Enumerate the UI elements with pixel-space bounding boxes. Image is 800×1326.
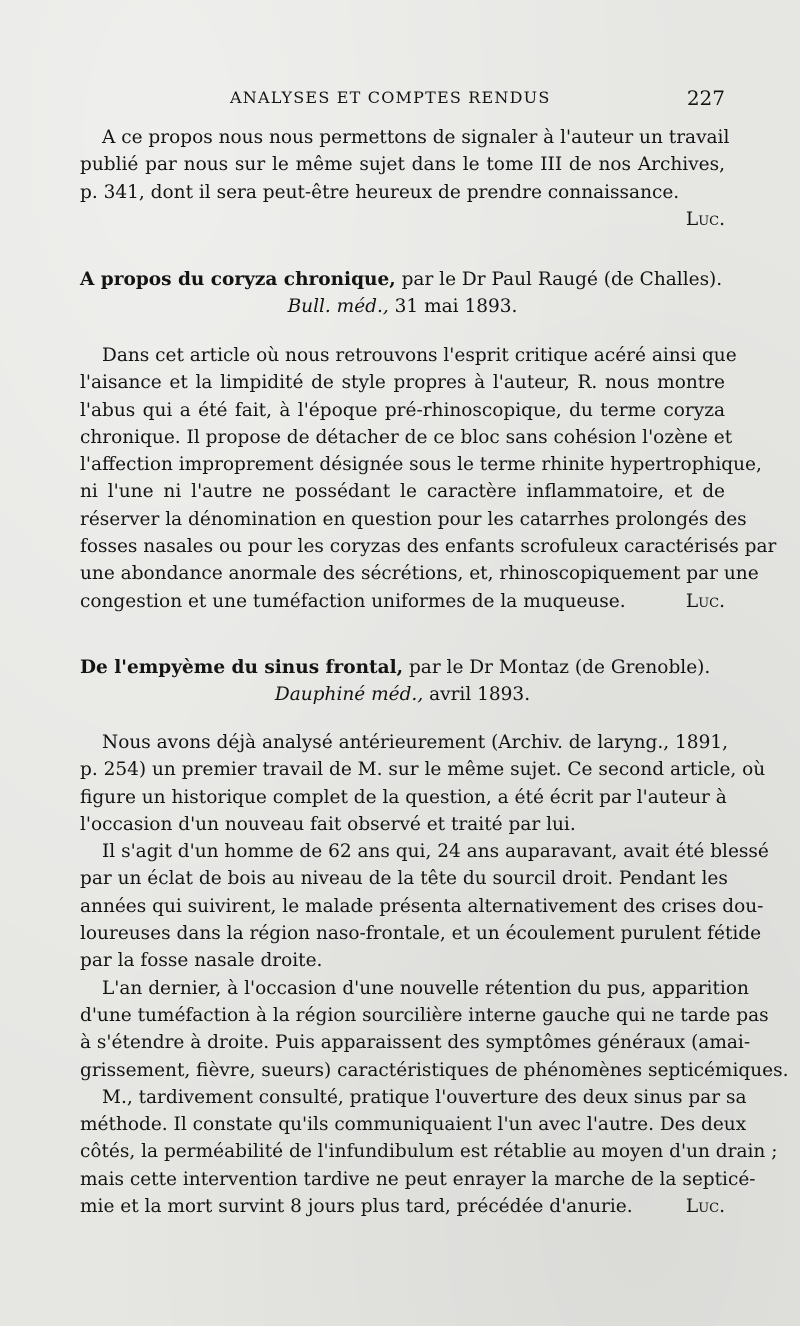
text-line: mais cette intervention tardive ne peut enrayer la marche de la septicé-	[80, 1168, 756, 1190]
signature: Luc.	[685, 590, 725, 612]
text-line: d'une tuméfaction à la région sourcilière interne gauche qui ne tarde pas	[80, 1004, 769, 1026]
text-line: par un éclat de bois au niveau de la tête du sourcil droit. Pendant les	[80, 868, 728, 890]
text-line: grissement, fièvre, sueurs) caractéristiques de phénomènes septicémiques.	[80, 1059, 789, 1081]
text-line: côtés, la perméabilité de l'infundibulum est rétablie au moyen d'un drain ;	[80, 1141, 778, 1163]
text-line	[80, 1193, 725, 1220]
text-line-content: mie et la mort survint 8 jours plus tard, précédée d'anurie.	[80, 1196, 633, 1218]
article-heading	[80, 266, 725, 321]
running-title: ANALYSES ET COMPTES RENDUS	[230, 88, 551, 107]
source-journal: Bull. méd.,	[287, 296, 389, 318]
text-line: Nous avons déjà analysé antérieurement (Archiv. de laryng., 1891,	[102, 732, 728, 753]
text-line: publié par nous sur le même sujet dans le tome III de nos Archives,	[80, 154, 725, 176]
signature: Luc.	[685, 1196, 725, 1218]
text-line: l'affection improprement désignée sous le terme rhinite hypertrophique,	[80, 454, 762, 476]
page-number: 227	[686, 86, 725, 110]
text-line: à s'étendre à droite. Puis apparaissent des symptômes généraux (amai-	[80, 1032, 751, 1054]
intro-paragraph	[80, 124, 730, 233]
text-line: L'an dernier, à l'occasion d'une nouvelle rétention du pus, apparition	[102, 977, 749, 999]
article-heading	[80, 654, 725, 709]
source-date: 31 mai 1893.	[388, 296, 518, 318]
text-line-content: congestion et une tuméfaction uniformes de la muqueuse.	[80, 590, 626, 612]
article-title	[80, 266, 725, 293]
article-title	[80, 654, 725, 681]
text-line: chronique. Il propose de détacher de ce bloc sans cohésion l'ozène et	[80, 426, 733, 448]
text-line: par la fosse nasale droite.	[80, 950, 323, 972]
text-line: une abondance anormale des sécrétions, et, rhinoscopiquement par une	[80, 563, 759, 585]
text-line: fosses nasales ou pour les coryzas des enfants scrofuleux caractérisés par	[80, 536, 777, 558]
text-line: l'abus qui a été fait, à l'époque pré-rhinoscopique, du terme coryza	[80, 399, 725, 421]
source-journal: Dauphiné méd.,	[274, 684, 424, 706]
text-line: p. 254) un premier travail de M. sur le même sujet. Ce second article, où	[80, 759, 766, 781]
text-line: l'aisance et la limpidité de style propres à l'auteur, R. nous montre	[80, 372, 725, 394]
text-line: figure un historique complet de la question, a été écrit par l'auteur à	[80, 786, 727, 808]
text-line: méthode. Il constate qu'ils communiquaient l'un avec l'autre. Des deux	[80, 1114, 747, 1136]
article-source	[80, 293, 725, 320]
text-line: M., tardivement consulté, pratique l'ouverture des deux sinus par sa	[102, 1086, 747, 1108]
article-title-bold: De l'empyème du sinus frontal,	[80, 657, 404, 678]
text-line: A ce propos nous nous permettons de signaler à l'auteur un travail	[102, 127, 730, 148]
article-source	[80, 681, 725, 708]
text-line: ni l'une ni l'autre ne possédant le caractère inflammatoire, et de	[80, 481, 725, 503]
source-date: avril 1893.	[423, 684, 531, 706]
text-line: réserver la dénomination en question pour les catarrhes prolongés des	[80, 508, 747, 530]
text-line: loureuses dans la région naso-frontale, et un écoulement purulent fétide	[80, 923, 762, 945]
article-title-author: par le Dr Montaz (de Grenoble).	[403, 657, 711, 678]
text-line: années qui suivirent, le malade présenta alternativement des crises dou-	[80, 895, 764, 917]
text-line	[80, 588, 725, 615]
text-line: Il s'agit d'un homme de 62 ans qui, 24 ans auparavant, avait été blessé	[102, 841, 769, 863]
text-line: l'occasion d'un nouveau fait observé et traité par lui.	[80, 813, 576, 835]
running-header	[80, 88, 725, 118]
article-title-bold: A propos du coryza chronique,	[80, 269, 396, 290]
article-body	[80, 729, 789, 1220]
text-line: p. 341, dont il sera peut-être heureux de prendre connaissance.	[80, 181, 680, 203]
signature: Luc.	[685, 208, 725, 230]
article-title-author: par le Dr Paul Raugé (de Challes).	[395, 269, 723, 290]
article-body	[80, 342, 777, 615]
text-line: Dans cet article où nous retrouvons l'esprit critique acéré ainsi que	[102, 345, 737, 366]
